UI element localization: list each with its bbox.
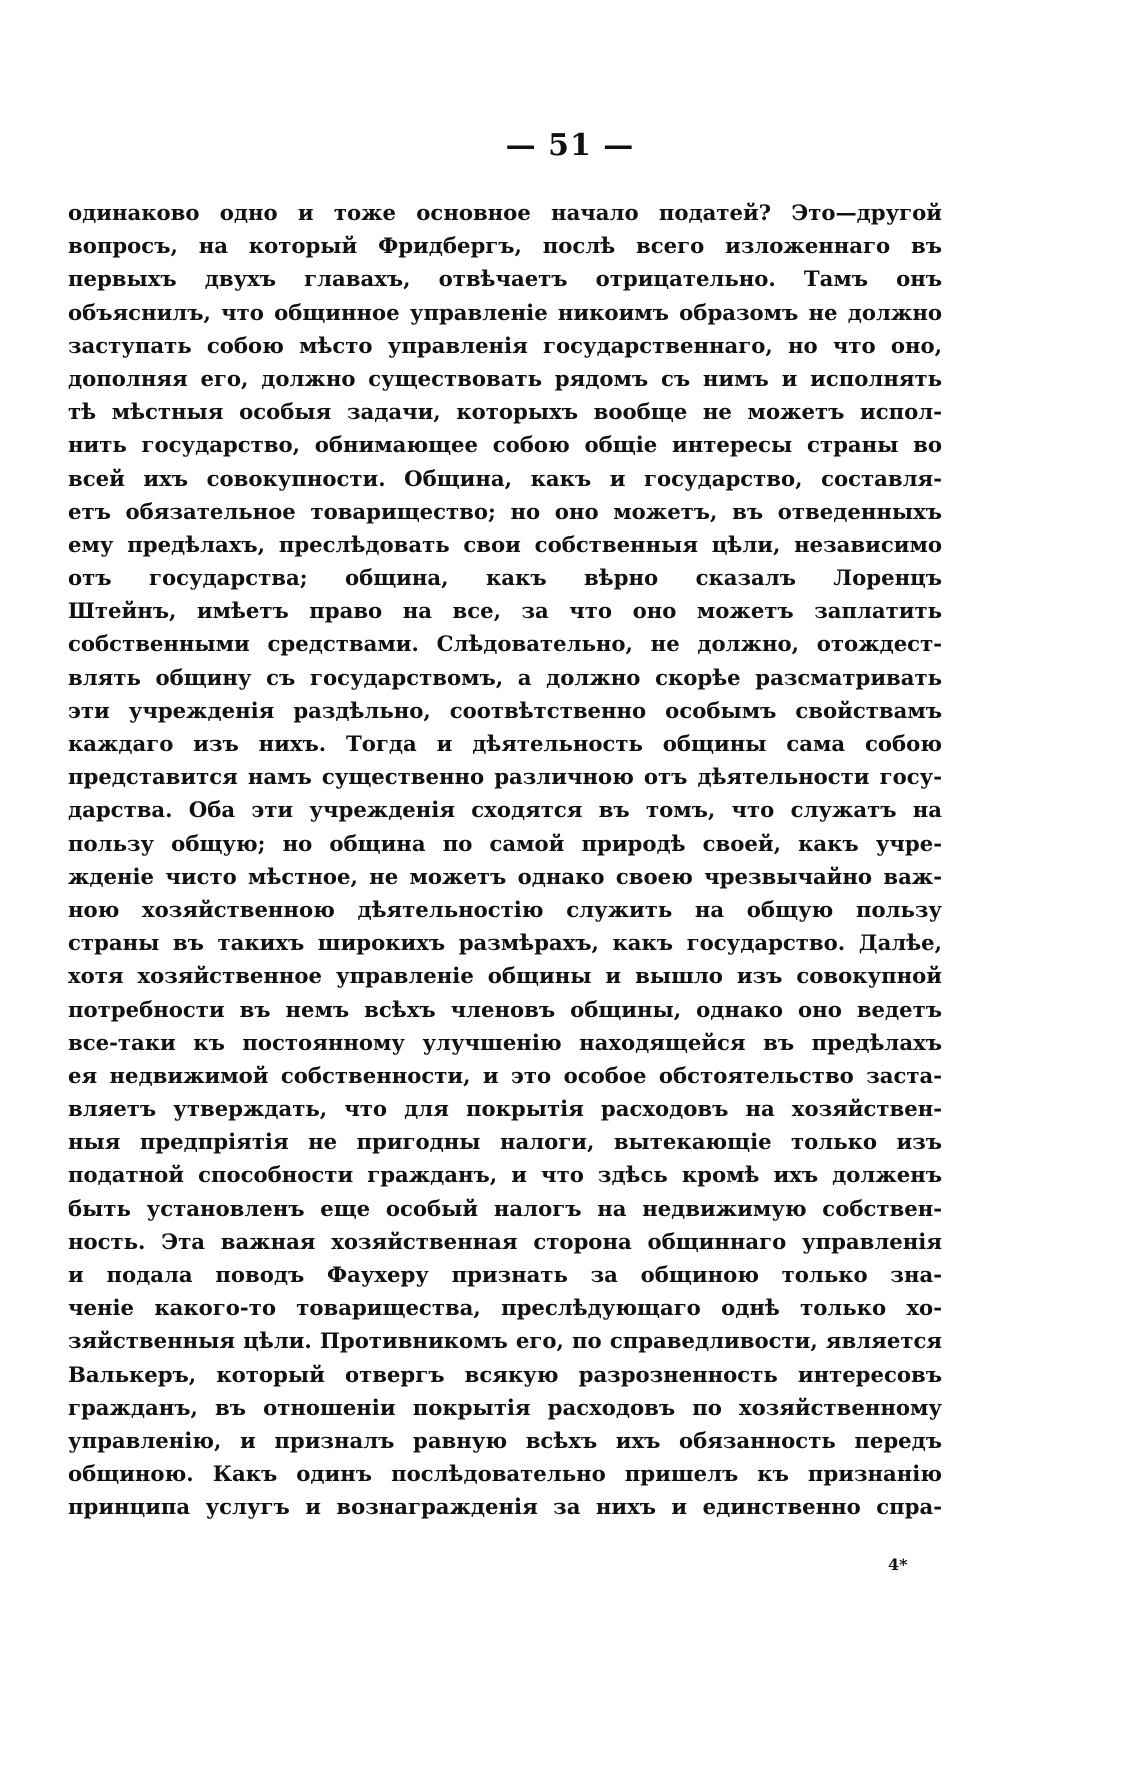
text-line: эти учрежденія раздѣльно, соотвѣтственно особымъ свойствамъ — [68, 697, 942, 723]
text-line: ность. Эта важная хозяйственная сторона общиннаго управленія — [68, 1228, 942, 1254]
text-line: быть установленъ еще особый налогъ на недвижимую собствен- — [68, 1195, 942, 1221]
text-line: принципа услугъ и вознагражденія за нихъ и единственно спра- — [68, 1494, 942, 1520]
text-line: зяйственныя цѣли. Противникомъ его, по справедливости, является — [68, 1328, 942, 1354]
text-line: влять общину съ государствомъ, а должно скорѣе разсматривать — [68, 664, 942, 690]
text-line: собственными средствами. Слѣдовательно, не должно, отождест- — [68, 631, 942, 657]
text-line: ною хозяйственною дѣятельностію служить на общую пользу — [68, 896, 942, 922]
text-line: общиною. Какъ одинъ послѣдовательно пришелъ къ признанію — [68, 1461, 942, 1487]
page-number: — 51 — — [505, 128, 635, 163]
text-line: заступать собою мѣсто управленія государственнаго, но что оно, — [68, 332, 942, 358]
text-line: податной способности гражданъ, и что здѣсь кромѣ ихъ долженъ — [68, 1162, 942, 1188]
text-line: и подала поводъ Фаухеру признать за общиною только зна- — [68, 1262, 942, 1287]
text-line: каждаго изъ нихъ. Тогда и дѣятельность общины сама собою — [68, 731, 942, 756]
text-line: управленію, и призналъ равную всѣхъ ихъ обязанность передъ — [68, 1427, 942, 1453]
text-line: ченіе какого-то товарищества, преслѣдующаго однѣ только хо- — [68, 1295, 942, 1321]
body-text — [68, 196, 942, 1524]
text-line: представится намъ существенно различною отъ дѣятельности госу- — [68, 764, 942, 790]
text-line: тѣ мѣстныя особыя задачи, которыхъ вообще не можетъ испол- — [68, 399, 942, 425]
text-line: объяснилъ, что общинное управленіе никоимъ образомъ не должно — [68, 299, 942, 325]
text-line: одинаково одно и тоже основное начало податей? Это—другой — [68, 200, 942, 225]
text-line: нить государство, обнимающее собою общіе интересы страны во — [68, 432, 942, 458]
text-line: пользу общую; но община по самой природѣ своей, какъ учре- — [68, 830, 942, 856]
text-line: страны въ такихъ широкихъ размѣрахъ, какъ государство. Далѣе, — [68, 930, 942, 956]
text-line: дополняя его, должно существовать рядомъ съ нимъ и исполнять — [68, 365, 942, 391]
text-line: всей ихъ совокупности. Община, какъ и государство, составля- — [68, 465, 942, 491]
text-line: потребности въ немъ всѣхъ членовъ общины, однако оно ведетъ — [68, 996, 942, 1022]
text-line: вляетъ утверждать, что для покрытія расходовъ на хозяйствен- — [68, 1096, 942, 1122]
text-line: гражданъ, въ отношеніи покрытія расходовъ по хозяйственному — [68, 1394, 942, 1420]
text-line: ныя предпріятія не пригодны налоги, вытекающіе только изъ — [68, 1129, 942, 1155]
text-line: Валькеръ, который отвергъ всякую разрозненность интересовъ — [68, 1361, 942, 1387]
text-line: ему предѣлахъ, преслѣдовать свои собственныя цѣли, независимо — [68, 531, 942, 557]
text-line: Штейнъ, имѣетъ право на все, за что оно можетъ заплатить — [68, 598, 942, 624]
text-line: первыхъ двухъ главахъ, отвѣчаетъ отрицательно. Тамъ онъ — [68, 266, 942, 292]
text-line: вопросъ, на который Фридбергъ, послѣ всего изложеннаго въ — [68, 233, 942, 259]
text-line: дарства. Оба эти учрежденія сходятся въ томъ, что служатъ на — [68, 797, 942, 823]
text-line: жденіе чисто мѣстное, не можетъ однако своею чрезвычайно важ- — [68, 863, 942, 889]
text-line: ея недвижимой собственности, и это особое обстоятельство заста- — [68, 1062, 942, 1088]
text-line: хотя хозяйственное управленіе общины и вышло изъ совокупной — [68, 963, 942, 989]
text-line: все-таки къ постоянному улучшенію находящейся въ предѣлахъ — [68, 1029, 942, 1055]
signature-mark: 4* — [888, 1555, 908, 1574]
text-line: отъ государства; община, какъ вѣрно сказалъ Лоренцъ — [68, 565, 942, 591]
text-line: етъ обязательное товарищество; но оно можетъ, въ отведенныхъ — [68, 498, 942, 524]
